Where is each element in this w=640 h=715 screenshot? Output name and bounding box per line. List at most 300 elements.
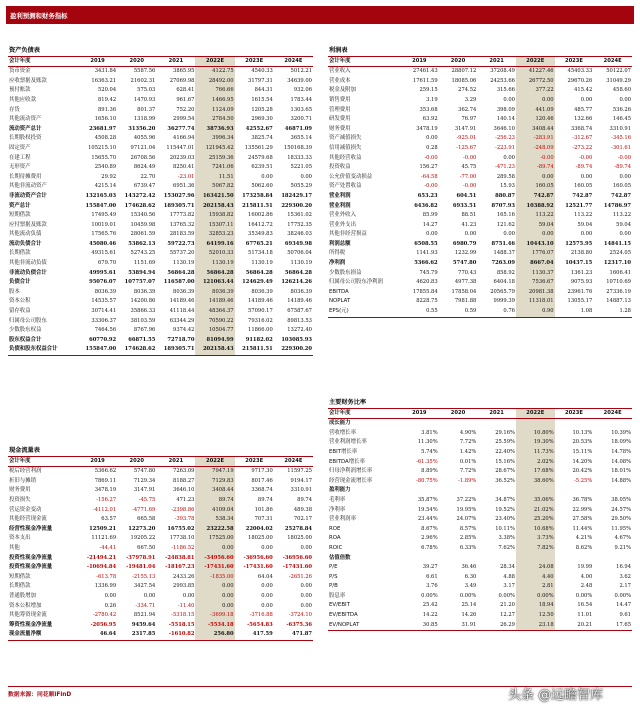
cell-value: 20565.79: [490, 288, 515, 295]
cell-value: 14.27: [422, 221, 438, 228]
cash-flow-table: [8, 446, 313, 641]
cell-value: 5012.21: [290, 68, 312, 75]
cell-value: 14189.46: [287, 298, 312, 305]
cell-value: 11597.25: [287, 468, 312, 475]
cell-value: 0.26: [104, 602, 117, 609]
cell-value: 21602.31: [130, 77, 156, 84]
cell-value: 22.40%: [495, 448, 515, 455]
year-header: 2021: [477, 56, 516, 67]
cell-value: 844.31: [254, 87, 273, 94]
cell-value: 81094.99: [195, 336, 234, 346]
cell-value: 3368.74: [570, 125, 593, 132]
year-header: 2023E: [235, 56, 274, 67]
empty-cell: [439, 486, 478, 496]
cell-value: 91182.02: [245, 336, 273, 343]
cell-value: 4055.96: [133, 135, 156, 142]
section-title-row: [328, 398, 632, 408]
cell-value: 8.67%: [421, 525, 438, 532]
year-header: 2024E: [274, 456, 313, 467]
cell-value: 14189.46: [195, 297, 234, 307]
cell-value: 3.29: [464, 96, 477, 103]
row-label: 资产处置收益: [329, 183, 362, 190]
table-row: [328, 192, 632, 202]
row-label: 营业利润率: [329, 516, 356, 523]
cell-value: -0.00: [617, 154, 631, 161]
cell-value: 819.42: [98, 96, 117, 103]
cell-value: -44.41: [99, 544, 117, 551]
cell-value: 12.50: [516, 611, 555, 621]
cell-value: 22.70: [140, 173, 156, 180]
row-label: 营运资金变动: [9, 506, 42, 513]
row-label: EBITDA: [329, 288, 349, 295]
cell-value: 770.43: [458, 269, 477, 276]
cell-value: 41.23: [461, 221, 477, 228]
table-row: [8, 506, 313, 516]
table-row: [328, 163, 632, 173]
cell-value: 38103.59: [130, 317, 156, 324]
cell-value: 2969.30: [251, 116, 273, 123]
table-row: [8, 163, 313, 173]
cell-value: 7869.11: [94, 477, 117, 484]
cell-value: 1318.99: [133, 116, 156, 123]
cell-value: 32853.23: [195, 230, 234, 240]
cell-value: 2784.50: [195, 115, 234, 125]
cell-value: 17773.82: [169, 212, 195, 219]
cell-value: -17431.60: [243, 564, 273, 571]
cell-value: 14200.86: [130, 298, 156, 305]
cell-value: 156.27: [419, 164, 438, 171]
cell-value: 18.94: [516, 601, 555, 611]
cell-value: 15938.82: [195, 211, 234, 221]
cell-value: 679.70: [98, 260, 117, 267]
cell-value: 57090.17: [248, 308, 273, 315]
cell-value: 3655.14: [290, 135, 312, 142]
cell-value: 1130.19: [173, 260, 195, 267]
cell-value: 70590.22: [195, 317, 234, 327]
cell-value: 667.50: [137, 544, 156, 551]
row-label: 营业利润: [329, 202, 351, 209]
cell-value: 10.39%: [611, 429, 631, 436]
row-label: 投资性现金净流量: [9, 554, 53, 561]
cell-value: 33306.37: [91, 317, 117, 324]
cell-value: 6239.51: [251, 164, 273, 171]
cell-value: 13055.17: [567, 298, 593, 305]
cell-value: 9999.39: [493, 298, 515, 305]
cell-value: 31.91: [439, 621, 478, 631]
row-label: 税金及附加: [329, 87, 356, 94]
cell-value: 16363.21: [91, 77, 117, 84]
cell-value: 520.04: [98, 87, 117, 94]
cell-value: 801.37: [137, 106, 156, 113]
cell-value: 12521.77: [565, 202, 593, 209]
empty-cell: [593, 554, 632, 564]
cell-value: 31049.29: [606, 77, 631, 84]
year-header: 2022E: [516, 56, 555, 67]
data-source-note: 数据来源：同花顺iFinD: [8, 692, 72, 698]
cell-value: 858.92: [496, 269, 515, 276]
cell-value: 8.57%: [459, 525, 477, 532]
cell-value: -248.09: [516, 144, 555, 154]
header-label: 会计年度: [8, 456, 78, 467]
cell-value: 3147.91: [133, 487, 156, 494]
cell-value: 1130.19: [195, 259, 234, 269]
section-title: 利润表: [329, 47, 348, 54]
cell-value: 36.46: [461, 564, 477, 571]
section-title: 主要财务比率: [329, 399, 367, 406]
cell-value: 14841.15: [603, 240, 631, 247]
table-row: [328, 278, 632, 288]
cell-value: 6.33%: [459, 544, 477, 551]
row-label: 在建工程: [9, 154, 31, 161]
section-title: 现金流量表: [9, 447, 40, 454]
cell-value: -0.00: [424, 154, 438, 161]
row-label: 营业收入: [329, 68, 351, 75]
header-label: 会计年度: [328, 408, 400, 419]
cell-value: 6436.82: [414, 202, 438, 209]
cell-value: 1130.19: [290, 260, 312, 267]
table-row: [8, 602, 313, 612]
cell-value: 0.00: [580, 173, 593, 180]
cell-value: 52010.33: [195, 249, 234, 259]
cell-value: 165.16: [496, 212, 515, 219]
cell-value: 14189.46: [169, 298, 195, 305]
cell-value: 0.00: [580, 231, 593, 238]
table-row: [8, 77, 313, 87]
year-header: 2024E: [593, 408, 632, 419]
cell-value: 0.00%: [421, 592, 438, 599]
cell-value: 8521.94: [133, 612, 156, 619]
cell-value: 1606.41: [609, 269, 631, 276]
cell-value: -5654.83: [247, 621, 273, 628]
cell-value: 30714.41: [91, 308, 117, 315]
cell-value: -80.75%: [416, 477, 438, 484]
cell-value: 56864.28: [167, 269, 195, 276]
cell-value: 0.00: [464, 231, 477, 238]
cell-value: 189305.71: [163, 202, 195, 209]
cell-value: 17738.10: [169, 535, 195, 542]
row-label: 货币资金: [9, 68, 31, 75]
cell-value: 398.09: [496, 106, 515, 113]
cell-value: -223.91: [495, 144, 515, 151]
group-title-row: [328, 419, 632, 429]
cell-value: 28061.59: [130, 231, 156, 238]
table-row: [8, 221, 313, 231]
table-row: [8, 249, 313, 259]
cell-value: 15.16%: [495, 458, 515, 465]
cell-value: 35.87%: [417, 496, 438, 503]
row-label: 预付账款: [9, 87, 31, 94]
cell-value: 89.74: [195, 496, 234, 506]
cell-value: 135561.29: [244, 144, 273, 151]
table-row: [328, 544, 632, 554]
cell-value: 5366.62: [94, 468, 117, 475]
table-row: [8, 173, 313, 183]
cell-value: 50706.04: [287, 250, 312, 257]
cell-value: 1466.95: [195, 96, 234, 106]
cell-value: 113.22: [612, 212, 631, 219]
cell-value: 14.08%: [611, 458, 631, 465]
cell-value: 8017.46: [251, 477, 273, 484]
cell-value: 3310.91: [290, 487, 312, 494]
row-label: 股本: [9, 288, 20, 295]
cell-value: 0.00: [143, 592, 156, 599]
cell-value: 97121.04: [130, 144, 156, 151]
cell-value: 15361.02: [287, 212, 312, 219]
cell-value: 26772.50: [516, 77, 555, 87]
cell-value: 19.95%: [456, 506, 477, 513]
table-row: [328, 96, 632, 106]
cell-value: 16002.86: [248, 212, 273, 219]
cell-value: 143272.42: [124, 192, 156, 199]
cell-value: 3408.44: [195, 486, 234, 496]
row-label: P/B: [329, 583, 338, 590]
cell-value: -2651.26: [288, 573, 312, 580]
cell-value: 66871.55: [128, 336, 156, 343]
row-label: 营业外收入: [329, 212, 356, 219]
cell-value: 28183.59: [169, 231, 195, 238]
cell-value: 7.72%: [459, 468, 477, 475]
cell-value: 36.52%: [495, 477, 515, 484]
cell-value: 289.58: [496, 173, 515, 180]
table-row: [8, 573, 313, 583]
year-header: 2024E: [593, 56, 632, 67]
cell-value: -2056.95: [90, 621, 117, 628]
cell-value: 52743.25: [130, 250, 156, 257]
cell-value: 14786.97: [603, 202, 631, 209]
year-header: 2020: [117, 456, 156, 467]
row-label: 流动资产总计: [9, 125, 42, 132]
cell-value: 16412.72: [248, 221, 273, 228]
row-label: ROIC: [329, 544, 343, 551]
section-title-row: [8, 46, 313, 56]
cell-value: 115447.01: [166, 144, 195, 151]
cell-value: 3.81%: [421, 429, 438, 436]
cell-value: 471.23: [176, 496, 195, 503]
group-title-row: [328, 554, 632, 564]
cell-value: 1361.23: [570, 269, 593, 276]
table-row: [328, 582, 632, 592]
cell-value: 0.00: [261, 583, 273, 590]
cell-value: 538.34: [195, 515, 234, 525]
cell-value: 155847.00: [85, 202, 117, 209]
table-row: [8, 307, 313, 317]
cell-value: 7263.09: [491, 260, 515, 267]
table-row: [8, 86, 313, 96]
cell-value: 59.04: [616, 221, 631, 228]
cell-value: -2780.42: [92, 612, 117, 619]
header-row: [8, 456, 313, 467]
row-label: EBITDA增长率: [329, 458, 365, 465]
cell-value: 4215.14: [94, 183, 117, 190]
cell-value: 15.93: [500, 183, 515, 190]
table-row: [8, 288, 313, 298]
table-row: [328, 621, 632, 631]
table-row: [8, 240, 313, 250]
cell-value: 11318.01: [516, 297, 555, 307]
financial-ratios-table: [328, 398, 632, 631]
cell-value: 0.00: [580, 96, 593, 103]
cell-value: 28.34: [500, 564, 515, 571]
table-row: [8, 486, 313, 496]
table-row: [328, 611, 632, 621]
cell-value: 150168.39: [283, 144, 312, 151]
cell-value: 2.81: [516, 582, 555, 592]
row-label: 固定资产: [9, 144, 31, 151]
table-row: [8, 582, 313, 592]
cell-value: 11.01: [577, 612, 593, 619]
cell-value: 173258.84: [242, 192, 273, 199]
cell-value: 1336.99: [94, 583, 117, 590]
cell-value: -89.74: [575, 164, 593, 171]
cell-value: 101.86: [254, 506, 273, 513]
cell-value: 35.06%: [516, 496, 555, 506]
cell-value: 6.61: [426, 573, 438, 580]
cell-value: 5067.82: [195, 182, 234, 192]
cell-value: 3368.74: [251, 487, 273, 494]
cell-value: 36.78%: [572, 496, 593, 503]
cell-value: -0.00: [578, 154, 593, 161]
cell-value: 14.26: [461, 612, 477, 619]
cell-value: -3724.10: [288, 612, 312, 619]
row-label: 普通股增加: [9, 592, 36, 599]
cell-value: 0.00: [503, 231, 515, 238]
table-row: [8, 611, 313, 621]
table-row: [8, 534, 313, 544]
cell-value: 4.67%: [614, 535, 631, 542]
cell-value: 11.95%: [611, 525, 631, 532]
table-row: [328, 259, 632, 269]
cell-value: 14.22: [422, 612, 438, 619]
table-row: [328, 563, 632, 573]
cell-value: 8036.39: [94, 288, 117, 295]
table-row: [328, 202, 632, 212]
cell-value: 3646.10: [173, 487, 195, 494]
row-label: EV/EBIT: [329, 602, 350, 609]
cell-value: 12575.95: [565, 240, 593, 247]
table-row: [328, 173, 632, 183]
cell-value: -4771.69: [132, 506, 156, 513]
cell-value: 0.00: [619, 173, 631, 180]
cell-value: 25159.36: [195, 154, 234, 164]
cell-value: 8.89%: [421, 468, 438, 475]
cell-value: -2398.86: [171, 506, 195, 513]
cell-value: 3.19: [426, 96, 438, 103]
cell-value: 3865.95: [173, 68, 195, 75]
cell-value: 5221.05: [290, 164, 312, 171]
cell-value: 932.06: [293, 87, 312, 94]
cell-value: 8036.39: [133, 288, 156, 295]
cell-value: 4620.83: [416, 279, 438, 286]
cell-value: 742.87: [516, 192, 555, 202]
cell-value: -19481.04: [126, 564, 156, 571]
cell-value: 23961.76: [567, 288, 593, 295]
empty-cell: [400, 419, 439, 429]
cell-value: 2.96%: [421, 535, 438, 542]
cell-value: 202158.43: [195, 345, 234, 355]
cell-value: 0.00: [261, 173, 273, 180]
cell-value: 59.04: [577, 221, 593, 228]
cell-value: 29.50%: [611, 516, 631, 523]
cell-value: -0.00: [516, 154, 555, 164]
section-title-row: [328, 46, 632, 56]
table-row: [328, 269, 632, 279]
row-label: 留存收益: [9, 308, 31, 315]
cell-value: 14887.13: [606, 298, 631, 305]
cell-value: 25.20%: [516, 515, 555, 525]
cell-value: -5534.18: [195, 621, 234, 631]
cell-value: 20.42%: [572, 468, 593, 475]
cell-value: 0.00: [426, 135, 438, 142]
cell-value: 8624.49: [133, 164, 156, 171]
cell-value: 25.42: [422, 602, 438, 609]
row-label: EPS(元): [328, 307, 400, 317]
cell-value: 1488.37: [493, 250, 515, 257]
cell-value: 3.49: [464, 583, 477, 590]
table-row: [8, 592, 313, 602]
cell-value: 7.82%: [516, 544, 555, 554]
cell-value: 0.00: [182, 592, 195, 599]
cell-value: 0.00: [300, 173, 312, 180]
empty-cell: [516, 419, 555, 429]
cell-value: 11.51: [195, 173, 234, 183]
cell-value: 14.20%: [572, 458, 593, 465]
cell-value: 0.00: [619, 96, 631, 103]
row-label: 应付票据及账款: [9, 221, 47, 228]
cell-value: 23222.58: [195, 525, 234, 535]
table-row: [328, 297, 632, 307]
cell-value: 113.22: [574, 212, 593, 219]
cell-value: -11.40: [177, 602, 195, 609]
cell-value: 26708.56: [130, 154, 156, 161]
row-label: 非流动负债合计: [9, 269, 47, 276]
row-label: 存货: [9, 106, 20, 113]
cell-value: 59722.73: [167, 240, 195, 247]
cell-value: 10.68%: [516, 525, 555, 535]
cell-value: 17.65: [593, 621, 632, 631]
cell-value: 489.38: [293, 506, 312, 513]
cell-value: 6980.79: [452, 240, 477, 247]
cell-value: 13765.32: [169, 221, 195, 228]
cell-value: 274.52: [458, 87, 477, 94]
row-label: 营收增长率: [329, 429, 356, 436]
cell-value: 60770.92: [89, 336, 117, 343]
table-row: [8, 211, 313, 221]
cell-value: 45.75: [461, 164, 477, 171]
row-label: 税后经营利润: [9, 468, 42, 475]
cell-value: 18025.00: [248, 535, 273, 542]
cell-value: 14189.46: [248, 298, 273, 305]
row-label: 资本公积增加: [9, 602, 42, 609]
year-header: 2021: [156, 56, 195, 67]
cell-value: 6.78%: [421, 544, 438, 551]
cell-value: 742.87: [572, 192, 593, 199]
table-row: [8, 297, 313, 307]
table-row: [328, 144, 632, 154]
cell-value: 5.74%: [421, 448, 438, 455]
cell-value: 27461.43: [412, 68, 438, 75]
table-row: [8, 182, 313, 192]
cell-value: 315.66: [496, 87, 515, 94]
cell-value: 10437.15: [565, 260, 593, 267]
cell-value: 961.67: [176, 96, 195, 103]
cell-value: 23.18: [516, 621, 555, 631]
table-row: [8, 544, 313, 554]
cell-value: 1470.93: [133, 96, 156, 103]
cell-value: 1776.07: [516, 249, 555, 259]
row-label: 资本公积: [9, 298, 31, 305]
row-label: 销售费用: [329, 96, 351, 103]
cell-value: 4109.04: [195, 506, 234, 516]
